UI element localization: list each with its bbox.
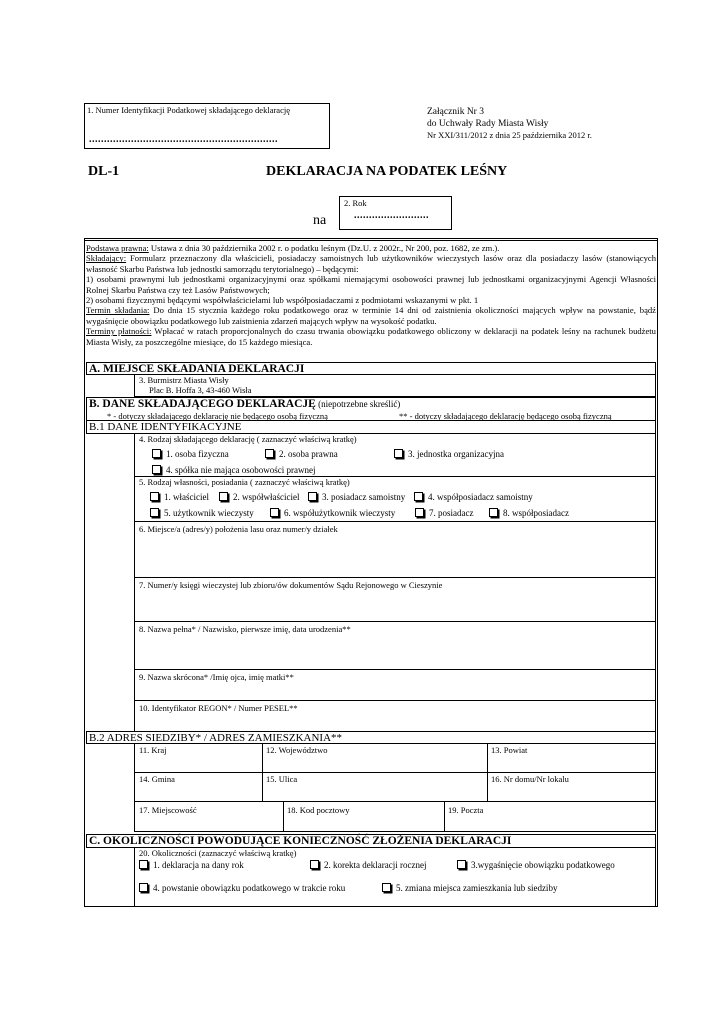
frame-double-line	[84, 240, 658, 241]
checkbox-icon[interactable]	[382, 883, 391, 892]
field-11[interactable]	[134, 743, 263, 773]
field-20-option-1[interactable]	[137, 860, 244, 871]
field-16[interactable]	[487, 772, 656, 802]
attachment-line-1: Załącznik Nr 3	[427, 107, 484, 117]
field-4-option-2[interactable]	[263, 449, 338, 460]
checkbox-icon[interactable]	[150, 492, 159, 501]
field-5-option-6-label: 6. współużytkownik wieczysty	[284, 508, 396, 518]
checkbox-icon[interactable]	[414, 492, 423, 501]
section-b-title: B. DANE SKŁADAJĄCEGO DEKLARACJĘ	[89, 398, 316, 410]
legal-filer-text: Formularz przeznaczony dla właścicieli, posiadaczy samoistnych lub użytkowników wieczystych lasów oraz dla posiadaczy lasów (stanowiących własność Skarbu Państwa lub jednostki samorządu terytorialnego) – będącymi:	[86, 253, 656, 274]
field-20-option-3-label: 3.wygaśnięcie obowiązku podatkowego	[471, 860, 615, 870]
section-c-title: C. OKOLICZNOŚCI POWODUJĄCE KONIECZNOŚĆ ZŁOŻENIA DEKLARACJI	[86, 834, 656, 848]
field-4-option-1[interactable]	[150, 449, 229, 460]
checkbox-icon[interactable]	[415, 508, 424, 517]
legal-item-2: 2) osobami fizycznymi będącymi współwłaścicielami lub współposiadaczami z podmiotami wskazanymi w pkt. 1	[86, 295, 479, 306]
checkbox-icon[interactable]	[152, 449, 161, 458]
checkbox-icon[interactable]	[310, 860, 319, 869]
field-5-option-4-label: 4. współposiadacz samoistny	[428, 492, 533, 502]
field-20-option-1-label: 1. deklaracja na dany rok	[153, 860, 244, 870]
field-3-line-2: Plac B. Hoffa 3, 43-460 Wisła	[149, 385, 252, 395]
year-label: 2. Rok	[344, 198, 367, 208]
field-5-option-8-label: 8. współposiadacz	[503, 508, 569, 518]
field-20-option-4-label: 4. powstanie obowiązku podatkowego w trakcie roku	[153, 883, 346, 893]
field-20-label: 20. Okoliczności (zaznaczyć właściwą kratkę)	[139, 848, 297, 858]
field-5-option-3[interactable]	[306, 492, 405, 503]
legal-payment-label: Terminy płatności:	[86, 326, 152, 337]
field-12-label: 12. Województwo	[266, 745, 328, 755]
field-4-option-4-label: 4. spółka nie mająca osobowości prawnej	[166, 465, 316, 475]
checkbox-icon[interactable]	[139, 883, 148, 892]
field-17[interactable]	[134, 801, 284, 832]
field-20-option-2[interactable]	[308, 860, 426, 871]
checkbox-icon[interactable]	[270, 508, 279, 517]
legal-basis-label: Podstawa prawna:	[86, 243, 149, 253]
legal-basis-text: Ustawa z dnia 30 października 2002 r. o podatku leśnym (Dz.U. z 2002r., Nr 200, poz. 1682, ze zm.).	[148, 243, 500, 253]
year-input[interactable]: .........................	[354, 210, 429, 221]
field-11-label: 11. Kraj	[139, 745, 167, 755]
legal-basis	[86, 243, 656, 253]
field-20-option-3[interactable]	[455, 860, 615, 871]
legal-deadline	[86, 305, 656, 326]
field-5-option-7[interactable]	[413, 508, 473, 519]
field-20-option-4[interactable]	[137, 883, 345, 894]
checkbox-icon[interactable]	[394, 449, 403, 458]
checkbox-icon[interactable]	[265, 449, 274, 458]
nip-label: 1. Numer Identyfikacji Podatkowej składającego deklarację	[87, 105, 290, 115]
section-b-note-2: ** - dotyczy składającego deklarację będącego osobą fizyczną	[399, 411, 612, 421]
field-5-option-8[interactable]	[487, 508, 569, 519]
section-a-title: A. MIEJSCE SKŁADANIA DEKLARACJI	[86, 362, 656, 375]
checkbox-icon[interactable]	[150, 508, 159, 517]
checkbox-icon[interactable]	[457, 860, 466, 869]
field-6[interactable]	[134, 521, 656, 578]
field-13-label: 13. Powiat	[491, 745, 528, 755]
form-code: DL-1	[88, 164, 120, 179]
field-9[interactable]	[134, 669, 656, 701]
field-16-label: 16. Nr domu/Nr lokalu	[491, 774, 569, 784]
checkbox-icon[interactable]	[308, 492, 317, 501]
field-7-label: 7. Numer/y księgi wieczystej lub zbioru/ów dokumentów Sądu Rejonowego w Cieszynie	[139, 580, 443, 590]
field-5-option-6[interactable]	[268, 508, 395, 519]
section-b-note-1: * - dotyczy składającego deklarację nie będącego osobą fizyczną	[107, 411, 328, 421]
field-4-option-2-label: 2. osoba prawna	[279, 449, 338, 459]
field-20	[134, 847, 656, 907]
field-5-label: 5. Rodzaj własności, posiadania ( zaznaczyć właściwą kratkę)	[139, 477, 350, 487]
field-8-label: 8. Nazwa pełna* / Nazwisko, pierwsze imię, data urodzenia**	[139, 624, 351, 634]
field-5-option-5[interactable]	[148, 508, 254, 519]
field-3	[134, 374, 656, 397]
field-8[interactable]	[134, 621, 656, 670]
field-5-option-7-label: 7. posiadacz	[429, 508, 474, 518]
legal-deadline-text: Do dnia 15 stycznia każdego roku podatkowego oraz w terminie 14 dni od zaistnienia okoliczności mających wpływ na powstanie, bądź wygaśnięcie obowiązku podatkowego lub zaistnienia zdarzeń mających wpływ na wysokość podatku.	[86, 305, 656, 326]
field-9-label: 9. Nazwa skrócona* /Imię ojca, imię matki**	[139, 672, 294, 682]
field-10-label: 10. Identyfikator REGON* / Numer PESEL**	[139, 703, 298, 713]
section-b-header	[86, 397, 656, 421]
field-18[interactable]	[283, 801, 445, 832]
field-5-option-3-label: 3. posiadacz samoistny	[322, 492, 406, 502]
field-19-label: 19. Poczta	[448, 805, 484, 815]
field-15[interactable]	[262, 772, 488, 802]
field-6-label: 6. Miejsce/a (adres/y) położenia lasu oraz numer/y działek	[139, 524, 338, 534]
attachment-line-2: do Uchwały Rady Miasta Wisły	[427, 119, 549, 129]
field-3-line-1: 3. Burmistrz Miasta Wisły	[139, 375, 229, 385]
field-19[interactable]	[444, 801, 656, 832]
year-box	[339, 196, 452, 230]
field-4-label: 4. Rodzaj składającego deklarację ( zaznaczyć właściwą kratkę)	[139, 434, 357, 444]
legal-deadline-label: Termin składania:	[86, 305, 150, 316]
field-4-option-3-label: 3. jednostka organizacyjna	[408, 449, 505, 459]
page-title: DEKLARACJA NA PODATEK LEŚNY	[266, 164, 508, 179]
field-5-option-1-label: 1. właściciel	[164, 492, 209, 502]
field-20-option-5-label: 5. zmiana miejsca zamieszkania lub siedziby	[396, 883, 558, 893]
field-17-label: 17. Miejscowość	[139, 805, 197, 815]
nip-input[interactable]: ...............................................................	[89, 134, 278, 145]
field-5-option-4[interactable]	[412, 492, 533, 503]
legal-filer	[86, 253, 656, 274]
field-5-option-2-label: 2. współwłaściciel	[233, 492, 300, 502]
nip-box	[84, 103, 330, 149]
year-prefix: na	[313, 213, 327, 228]
field-4-option-3[interactable]	[392, 449, 504, 460]
field-13[interactable]	[487, 743, 656, 773]
checkbox-icon[interactable]	[489, 508, 498, 517]
field-5-option-5-label: 5. użytkownik wieczysty	[164, 508, 254, 518]
section-b-note: (niepotrzebne skreślić)	[315, 399, 401, 409]
checkbox-icon[interactable]	[219, 492, 228, 501]
field-10[interactable]	[134, 700, 656, 732]
field-5-option-2[interactable]	[217, 492, 300, 503]
field-14-label: 14. Gmina	[139, 774, 175, 784]
legal-item-1: 1) osobami prawnymi lub jednostkami organizacyjnymi oraz spółkami niemającymi osobowości prawnej lub jednostkami organizacyjnymi Agencji Własności Rolnej Skarbu Państwa czy też Lasów Państwowych;	[86, 274, 656, 295]
b2-title: B.2 ADRES SIEDZIBY* / ADRES ZAMIESZKANIA**	[86, 731, 656, 744]
attachment-line-3: Nr XXI/311/2012 z dnia 25 października 2012 r.	[427, 130, 592, 140]
checkbox-icon[interactable]	[139, 860, 148, 869]
legal-payment-text: Wpłacać w ratach proporcjonalnych do czasu trwania obowiązku podatkowego obliczony w deklaracji na podatek leśny na rachunek budżetu Miasta Wisły, za poszczególne miesiące, do 15 każdego miesiąca.	[86, 326, 656, 347]
attachment-note	[427, 106, 592, 141]
field-5-option-1[interactable]	[148, 492, 209, 503]
checkbox-icon[interactable]	[152, 465, 161, 474]
legal-filer-label: Składający:	[86, 253, 127, 264]
field-4-option-1-label: 1. osoba fizyczna	[166, 449, 229, 459]
field-7[interactable]	[134, 577, 656, 622]
field-15-label: 15. Ulica	[266, 774, 298, 784]
field-4-option-4[interactable]	[150, 465, 315, 476]
legal-payment	[86, 326, 656, 347]
legal-text	[86, 243, 656, 347]
field-18-label: 18. Kod pocztowy	[287, 805, 350, 815]
field-12[interactable]	[262, 743, 488, 773]
b1-title: B.1 DANE IDENTYFIKACYJNE	[86, 420, 656, 434]
field-20-option-2-label: 2. korekta deklaracji rocznej	[324, 860, 427, 870]
field-20-option-5[interactable]	[380, 883, 557, 894]
field-14[interactable]	[134, 772, 263, 802]
